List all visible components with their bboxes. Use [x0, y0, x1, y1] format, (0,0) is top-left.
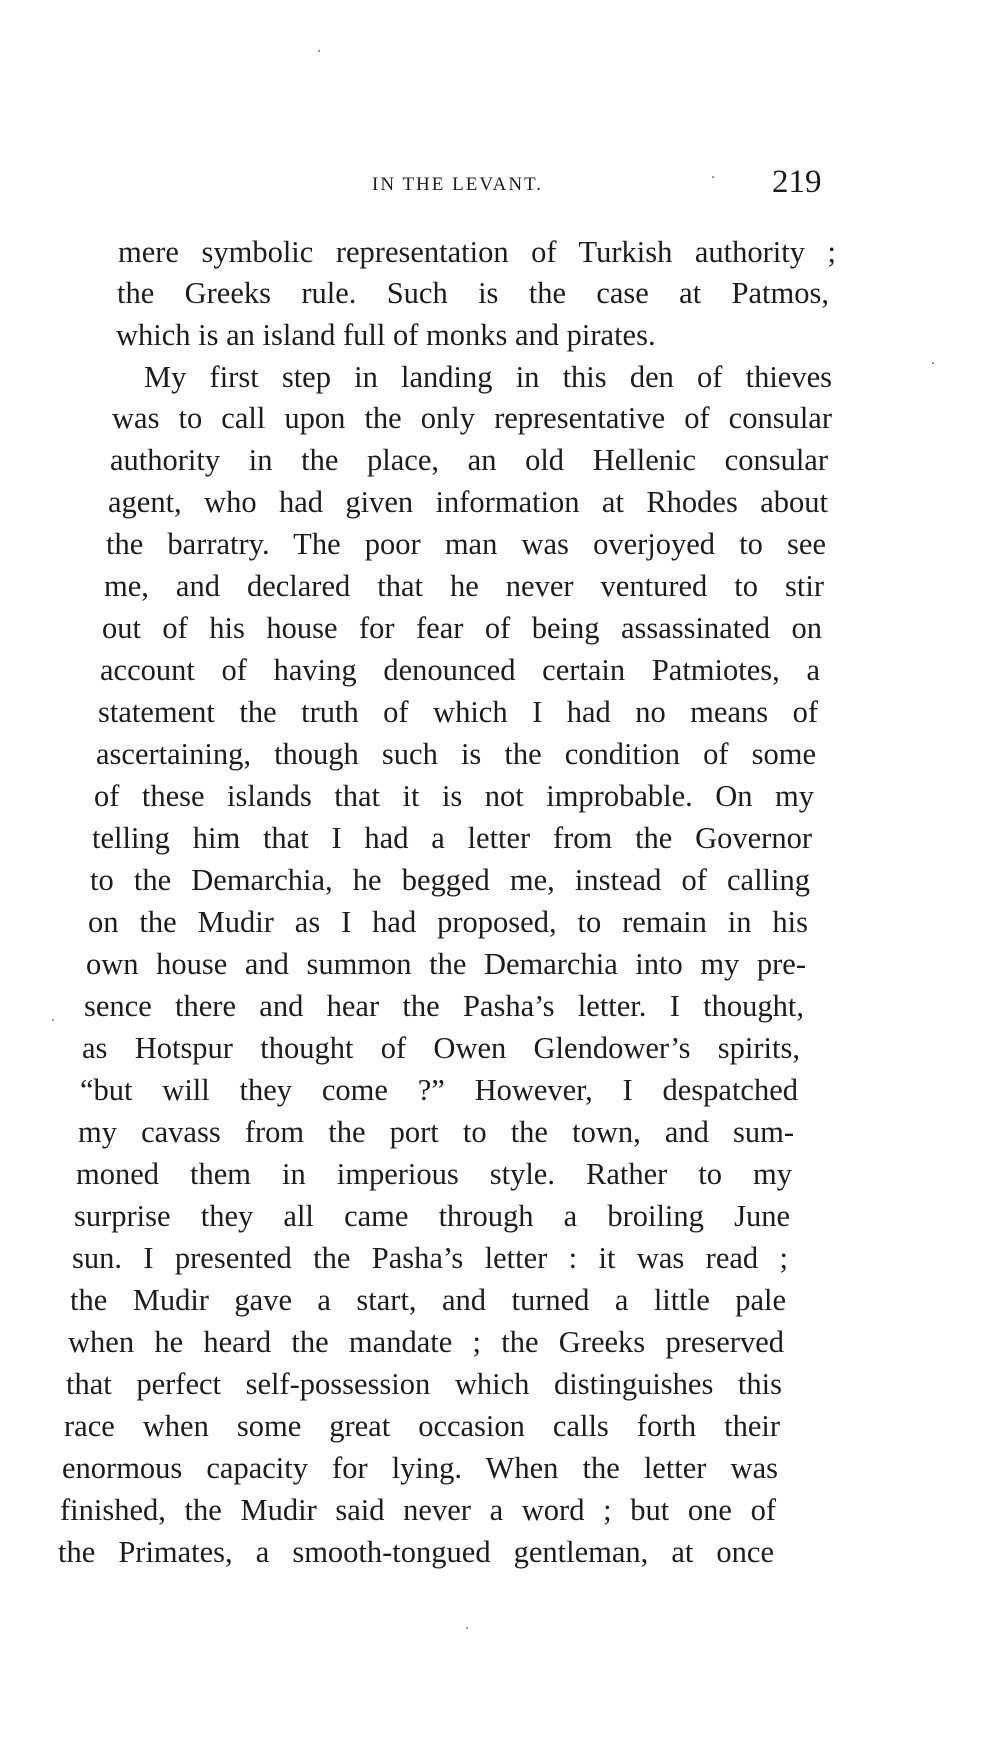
page-number: 219 — [772, 164, 822, 200]
text-line: the Primates, a smooth-tongued gentleman, at once — [58, 1535, 774, 1569]
text-line: the Greeks rule. Such is the case at Patmos, — [117, 276, 829, 310]
text-line: my cavass from the port to the town, and sum- — [78, 1115, 794, 1149]
text-line: as Hotspur thought of Owen Glendower’s spirits, — [82, 1031, 800, 1065]
running-title: IN THE LEVANT. — [372, 174, 544, 195]
text-line: on the Mudir as I had proposed, to remain in his — [88, 905, 808, 939]
text-line: of these islands that it is not improbable. On my — [94, 779, 814, 813]
text-line: telling him that I had a letter from the Governor — [92, 821, 812, 855]
paper-speck — [318, 50, 320, 52]
text-line: finished, the Mudir said never a word ; but one of — [60, 1493, 776, 1527]
text-line: moned them in imperious style. Rather to my — [76, 1157, 792, 1191]
text-line: agent, who had given information at Rhodes about — [108, 485, 828, 519]
text-line: was to call upon the only representative of consular — [112, 401, 832, 435]
paper-speck — [712, 176, 714, 178]
text-line: enormous capacity for lying. When the letter was — [62, 1451, 778, 1485]
text-line: to the Demarchia, he begged me, instead of calling — [90, 863, 810, 897]
text-line: when he heard the mandate ; the Greeks preserved — [68, 1325, 784, 1359]
text-line: me, and declared that he never ventured to stir — [104, 569, 824, 603]
text-line: the barratry. The poor man was overjoyed to see — [106, 527, 826, 561]
text-line: that perfect self-possession which distinguishes this — [66, 1367, 782, 1401]
text-line: race when some great occasion calls forth their — [64, 1409, 780, 1443]
paper-speck — [932, 362, 934, 364]
text-line: My first step in landing in this den of thieves — [144, 360, 832, 394]
text-line: mere symbolic representation of Turkish authority ; — [118, 235, 836, 269]
text-line: out of his house for fear of being assassinated on — [102, 611, 822, 645]
text-line: sun. I presented the Pasha’s letter : it was read ; — [72, 1241, 788, 1275]
paper-speck — [466, 1627, 468, 1629]
text-line: the Mudir gave a start, and turned a little pale — [70, 1283, 786, 1317]
text-line: sence there and hear the Pasha’s letter. I thought, — [84, 989, 804, 1023]
text-line: which is an island full of monks and pirates. — [116, 318, 656, 352]
text-line: statement the truth of which I had no means of — [98, 695, 818, 729]
text-line: surprise they all came through a broiling June — [74, 1199, 790, 1233]
text-line: ascertaining, though such is the condition of some — [96, 737, 816, 771]
text-line: “but will they come ?” However, I despatched — [80, 1073, 798, 1107]
running-head — [0, 164, 1000, 208]
text-line: authority in the place, an old Hellenic consular — [110, 443, 828, 477]
text-line: account of having denounced certain Patmiotes, a — [100, 653, 820, 687]
paper-speck — [52, 1019, 54, 1021]
text-line: own house and summon the Demarchia into my pre- — [86, 947, 806, 981]
